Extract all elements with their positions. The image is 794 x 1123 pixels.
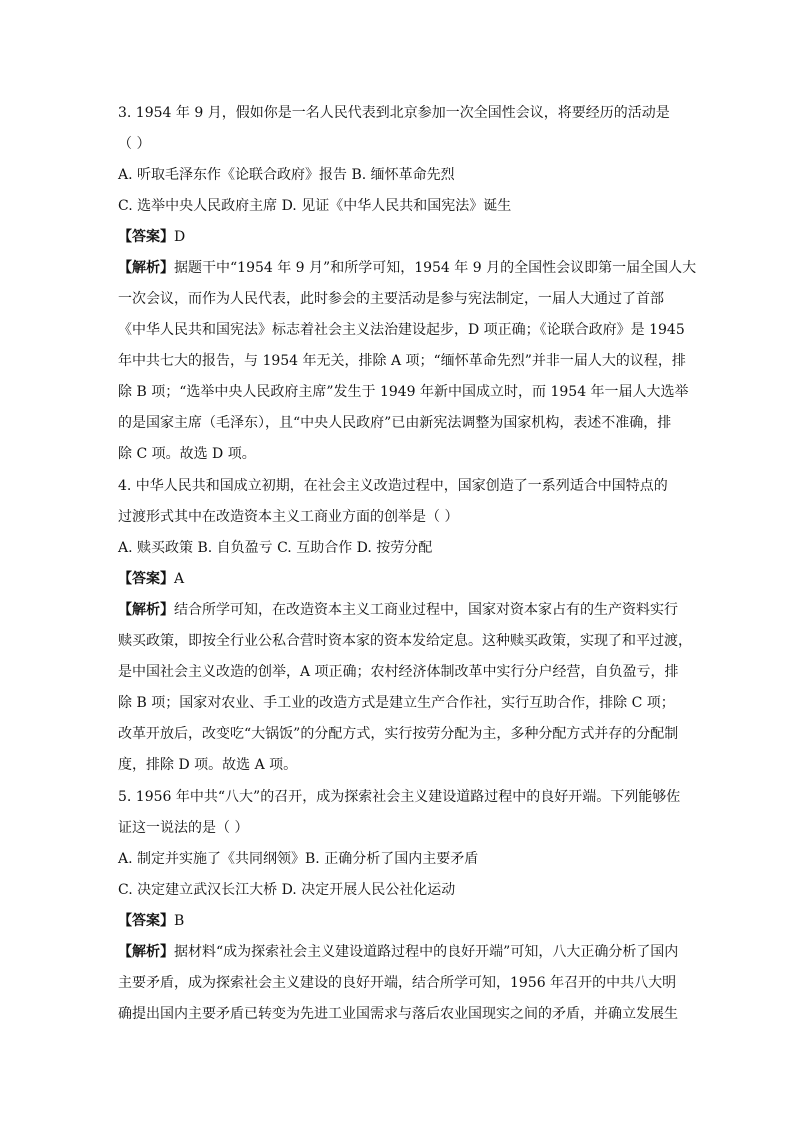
- q3-analysis-line-4: 年中共七大的报告，与 1954 年无关，排除 A 项；“缅怀革命先烈”并非一届人大的议程，排: [118, 353, 686, 369]
- q5-answer: [118, 911, 184, 931]
- q3-stem-line-1: 3. 1954 年 9 月，假如你是一名人民代表到北京参加一次全国性会议，将要经历的活动是: [118, 105, 670, 121]
- q4-options-line-1: A. 赎买政策 B. 自负盈亏 C. 互助合作 D. 按劳分配: [118, 540, 433, 556]
- q3-answer: [118, 227, 185, 247]
- answer-label: 【答案】: [118, 913, 174, 929]
- answer-value: B: [174, 913, 185, 929]
- q4-stem-line-1: 4. 中华人民共和国成立初期，在社会主义改造过程中，国家创造了一系列适合中国特点的: [118, 478, 668, 494]
- q4-analysis-line-5: 改革开放后，改变吃“大锅饭”的分配方式，实行按劳分配为主，多种分配方式并存的分配制: [118, 726, 679, 742]
- analysis-text: 据材料“成为探索社会主义建设道路过程中的良好开端”可知，八大正确分析了国内: [174, 944, 679, 960]
- q5-stem-line-1: 5. 1956 年中共“八大”的召开，成为探索社会主义建设道路过程中的良好开端。下列能够佐: [118, 789, 681, 805]
- q4-answer: [118, 569, 184, 589]
- q3-analysis-line-2: 一次会议，而作为人民代表，此时参会的主要活动是参与宪法制定，一届人大通过了首部: [118, 291, 664, 307]
- answer-label: 【答案】: [118, 571, 174, 587]
- q4-analysis-line-6: 度，排除 D 项。故选 A 项。: [118, 757, 298, 773]
- q5-analysis-line-1: [118, 942, 678, 962]
- analysis-label: 【解析】: [118, 602, 174, 618]
- q3-analysis-line-6: 的是国家主席（毛泽东），且“中央人民政府”已由新宪法调整为国家机构，表述不准确，排: [118, 415, 672, 431]
- q5-options-line-1: A. 制定并实施了《共同纲领》B. 正确分析了国内主要矛盾: [118, 851, 479, 867]
- analysis-text: 据题干中“1954 年 9 月”和所学可知，1954 年 9 月的全国性会议即第一届全国人大: [174, 260, 697, 276]
- q4-analysis-line-2: 赎买政策，即按全行业公私合营时资本家的资本发给定息。这种赎买政策，实现了和平过渡，: [118, 633, 692, 649]
- answer-value: D: [174, 229, 186, 245]
- q5-analysis-line-2: 主要矛盾，成为探索社会主义建设的良好开端，结合所学可知，1956 年召开的中共八大明: [118, 975, 677, 991]
- q3-options-line-1: A. 听取毛泽东作《论联合政府》报告 B. 缅怀革命先烈: [118, 167, 455, 183]
- q4-analysis-line-3: 是中国社会主义改造的创举，A 项正确；农村经济体制改革中实行分户经营，自负盈亏，排: [118, 664, 679, 680]
- analysis-label: 【解析】: [118, 944, 174, 960]
- q4-analysis-line-1: [118, 600, 678, 620]
- q3-analysis-line-3: 《中华人民共和国宪法》标志着社会主义法治建设起步，D 项正确；《论联合政府》是 1945: [118, 322, 685, 338]
- answer-label: 【答案】: [118, 229, 174, 245]
- q4-stem-line-2: 过渡形式其中在改造资本主义工商业方面的创举是（ ）: [118, 509, 459, 525]
- analysis-label: 【解析】: [118, 260, 174, 276]
- q3-analysis-line-5: 除 B 项；“选举中央人民政府主席”发生于 1949 年新中国成立时，而 1954 年一届人大选举: [118, 384, 689, 400]
- q3-analysis-line-7: 除 C 项。故选 D 项。: [118, 446, 256, 462]
- q3-analysis-line-1: [118, 258, 696, 278]
- q5-options-line-2: C. 决定建立武汉长江大桥 D. 决定开展人民公社化运动: [118, 882, 456, 898]
- analysis-text: 结合所学可知，在改造资本主义工商业过程中，国家对资本家占有的生产资料实行: [174, 602, 678, 618]
- q5-analysis-line-3: 确提出国内主要矛盾已转变为先进工业国需求与落后农业国现实之间的矛盾，并确立发展生: [118, 1006, 678, 1022]
- q4-analysis-line-4: 除 B 项；国家对农业、手工业的改造方式是建立生产合作社，实行互助合作，排除 C 项；: [118, 695, 675, 711]
- answer-value: A: [174, 571, 185, 587]
- q3-stem-line-2: （ ）: [118, 136, 151, 152]
- q5-stem-line-2: 证这一说法的是（ ）: [118, 820, 249, 836]
- q3-options-line-2: C. 选举中央人民政府主席 D. 见证《中华人民共和国宪法》诞生: [118, 198, 512, 214]
